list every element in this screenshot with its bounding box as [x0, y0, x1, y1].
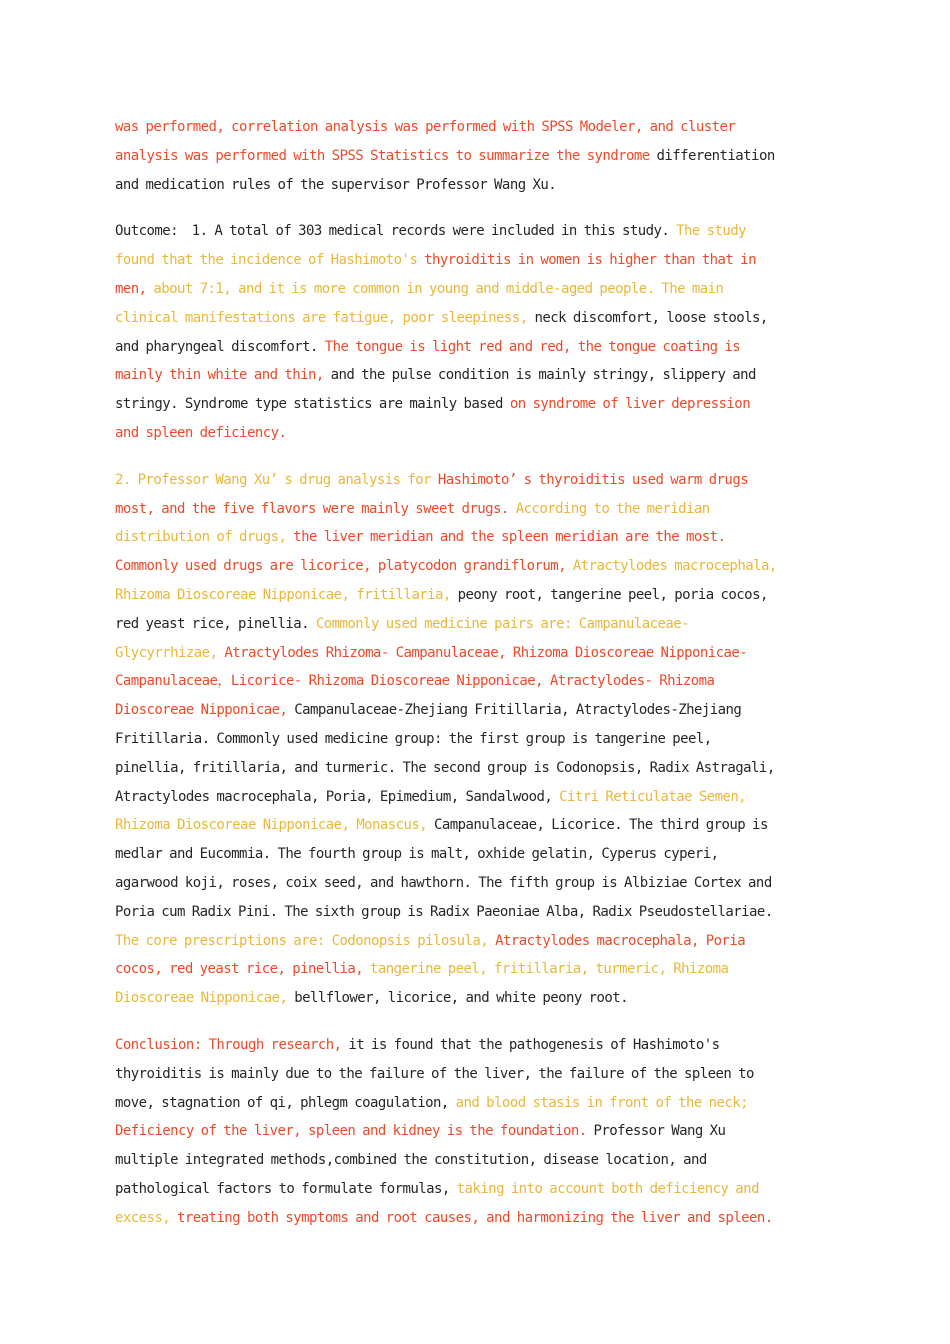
text-segment: Deficiency of the liver, spleen and kidney is the foundation.	[115, 1123, 594, 1140]
text-segment: peony root, tangerine peel, poria cocos,	[457, 586, 768, 603]
text-line	[115, 466, 835, 495]
text-line	[115, 1146, 835, 1175]
text-segment: differentiation	[656, 147, 775, 164]
text-line	[115, 581, 835, 610]
text-segment: Outcome: 1. A total of 303 medical records were included in this study.	[115, 223, 677, 240]
text-segment: move, stagnation of qi, phlegm coagulation,	[115, 1094, 456, 1111]
text-line	[115, 361, 835, 390]
text-segment: distribution of drugs,	[115, 529, 294, 546]
text-segment: Campanulaceae, Licorice. The third group is	[434, 817, 768, 834]
text-segment: thyroiditis in women is higher than that in	[424, 252, 756, 269]
paragraph	[115, 466, 835, 1013]
text-line	[115, 955, 835, 984]
text-line	[115, 984, 835, 1013]
text-segment: Atractylodes macrocephala, Poria	[495, 932, 746, 949]
text-segment: Commonly used drugs are licorice, platycodon grandiflorum,	[115, 558, 573, 575]
text-segment: Poria cum Radix Pini. The sixth group is Radix Paeoniae Alba, Radix Pseudostellariae.	[115, 903, 773, 920]
text-segment: excess,	[115, 1209, 178, 1226]
text-line	[115, 390, 835, 419]
text-line	[115, 927, 835, 956]
text-line	[115, 667, 835, 696]
text-line	[115, 1060, 835, 1089]
text-line	[115, 840, 835, 869]
text-line	[115, 1031, 835, 1060]
text-segment: Glycyrrhizae,	[115, 644, 225, 661]
text-line	[115, 783, 835, 812]
text-segment: Campanulaceae，Licorice- Rhizoma Dioscoreae Nipponicae, Atractylodes- Rhizoma	[115, 673, 715, 690]
text-segment: it is found that the pathogenesis of Hashimoto's	[348, 1036, 720, 1053]
text-segment: about 7:1, and it is more common in young and middle-aged people. The main	[153, 280, 724, 297]
text-segment: Atractylodes macrocephala, Poria, Epimedium, Sandalwood,	[115, 788, 560, 805]
text-segment: Citri Reticulatae Semen,	[559, 788, 747, 805]
text-line	[115, 495, 835, 524]
text-segment: According to the meridian	[515, 500, 710, 517]
text-segment: and blood stasis in front of the neck;	[455, 1094, 749, 1111]
paragraph	[115, 217, 835, 447]
paragraph	[115, 113, 835, 199]
text-segment: tangerine peel, fritillaria, turmeric, Rhizoma	[370, 961, 729, 978]
text-segment: Rhizoma Dioscoreae Nipponicae, Monascus,	[115, 817, 435, 834]
text-line	[115, 1175, 835, 1204]
text-segment: multiple integrated methods,combined the constitution, disease location, and	[115, 1152, 707, 1169]
text-line	[115, 246, 835, 275]
text-line	[115, 639, 835, 668]
text-segment: stringy. Syndrome type statistics are mainly based	[115, 396, 510, 413]
text-segment: Commonly used medicine pairs are: Campanulaceae-	[315, 615, 690, 632]
text-line	[115, 1117, 835, 1146]
text-line	[115, 725, 835, 754]
text-line	[115, 1204, 835, 1233]
text-segment: bellflower, licorice, and white peony root.	[294, 990, 629, 1007]
text-segment: The study	[676, 223, 747, 240]
text-segment: Conclusion: Through research,	[115, 1036, 349, 1053]
text-segment: Fritillaria. Commonly used medicine group: the first group is tangerine peel,	[115, 730, 712, 747]
document-body	[115, 113, 835, 1250]
text-line	[115, 811, 835, 840]
text-segment: and spleen deficiency.	[115, 424, 287, 441]
text-line	[115, 1089, 835, 1118]
text-line	[115, 523, 835, 552]
text-line	[115, 171, 835, 200]
text-line	[115, 754, 835, 783]
text-segment: analysis was performed with SPSS Statistics to summarize the syndrome	[115, 147, 657, 164]
text-line	[115, 552, 835, 581]
text-segment: pinellia, fritillaria, and turmeric. The second group is Codonopsis, Radix Astragali,	[115, 759, 775, 776]
text-segment: The core prescriptions are: Codonopsis pilosula,	[115, 932, 496, 949]
text-line	[115, 898, 835, 927]
text-segment: Hashimoto’ s thyroiditis used warm drugs	[437, 471, 749, 488]
text-segment: men,	[115, 280, 154, 297]
text-segment: neck discomfort, loose stools,	[534, 309, 768, 326]
text-line	[115, 333, 835, 362]
text-segment: treating both symptoms and root causes, and harmonizing the liver and spleen.	[177, 1209, 773, 1226]
text-segment: pathological factors to formulate formulas,	[115, 1180, 457, 1197]
text-segment: on syndrome of liver depression	[509, 396, 751, 413]
text-segment: and the pulse condition is mainly stringy, slippery and	[330, 367, 756, 384]
text-segment: agarwood koji, roses, coix seed, and hawthorn. The fifth group is Albiziae Cortex and	[115, 874, 772, 891]
text-segment: The tongue is light red and red, the tongue coating is	[324, 338, 741, 355]
text-segment: Dioscoreae Nipponicae,	[115, 702, 295, 719]
text-segment: Rhizoma Dioscoreae Nipponicae, fritillaria,	[115, 586, 458, 603]
text-segment: the liver meridian and the spleen meridian are the most.	[293, 529, 726, 546]
text-segment: was performed, correlation analysis was performed with SPSS Modeler, and cluster	[115, 119, 736, 135]
text-line	[115, 304, 835, 333]
text-segment: Atractylodes macrocephala,	[572, 558, 777, 575]
text-line	[115, 869, 835, 898]
text-segment: and medication rules of the supervisor Professor Wang Xu.	[115, 176, 557, 193]
text-segment: mainly thin white and thin,	[115, 367, 331, 384]
text-line	[115, 113, 835, 142]
paragraph	[115, 1031, 835, 1233]
text-segment: taking into account both deficiency and	[456, 1180, 759, 1197]
text-segment: medlar and Eucommia. The fourth group is malt, oxhide gelatin, Cyperus cyperi,	[115, 846, 719, 863]
text-segment: Professor Wang Xu	[593, 1123, 726, 1140]
text-segment: and pharyngeal discomfort.	[115, 338, 325, 355]
text-segment: red yeast rice, pinellia.	[115, 615, 316, 632]
text-line	[115, 275, 835, 304]
text-line	[115, 696, 835, 725]
text-line	[115, 142, 835, 171]
text-segment: Dioscoreae Nipponicae,	[115, 990, 295, 1007]
text-segment: Atractylodes Rhizoma- Campanulaceae, Rhizoma Dioscoreae Nipponicae-	[224, 644, 748, 661]
text-segment: found that the incidence of Hashimoto's	[115, 252, 425, 269]
text-segment: most, and the five flavors were mainly sweet drugs.	[115, 500, 516, 517]
text-segment: cocos, red yeast rice, pinellia,	[115, 961, 370, 978]
text-line	[115, 419, 835, 448]
text-line	[115, 610, 835, 639]
text-segment: thyroiditis is mainly due to the failure of the liver, the failure of the spleen to	[115, 1065, 754, 1082]
text-segment: 2. Professor Wang Xu’ s drug analysis for	[115, 471, 438, 488]
text-segment: clinical manifestations are fatigue, poor sleepiness,	[115, 309, 535, 326]
text-line	[115, 217, 835, 246]
text-segment: Campanulaceae-Zhejiang Fritillaria, Atractylodes-Zhejiang	[294, 702, 742, 719]
